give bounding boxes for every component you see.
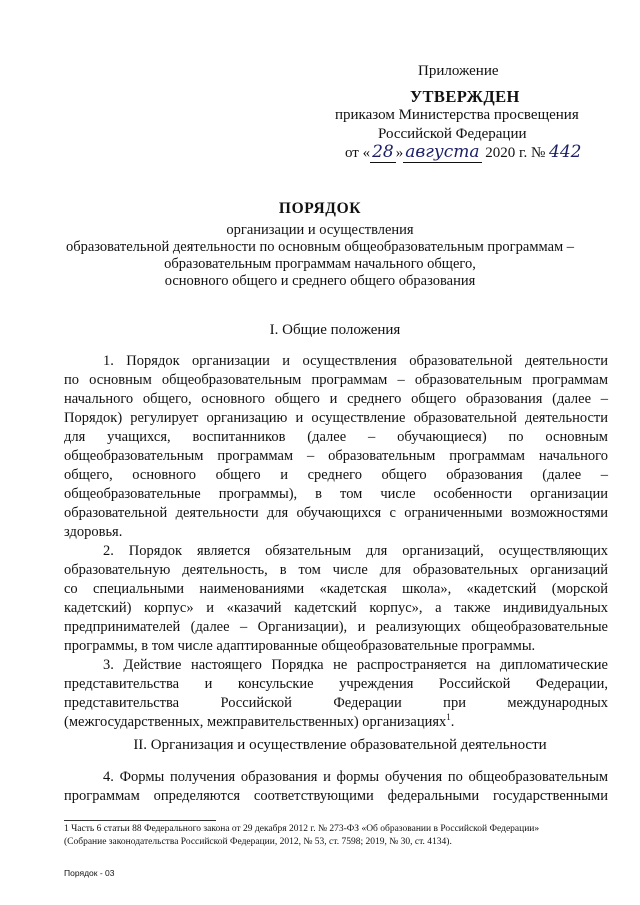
paragraph-line: общеобразовательные программы), в том числе особенности организации [64,486,608,502]
page-code: Порядок - 03 [64,868,115,878]
footnote-line-2: (Собрание законодательства Российской Федерации, 2012, № 53, ст. 7598; 2019, № 30, ст. 4134). [64,837,452,847]
paragraph-line: со специальными наименованиями «кадетская школа», «кадетский (морской [64,581,608,597]
section-heading-1: I. Общие положения [269,322,401,338]
paragraph-line: представительства и консульские учреждения Российской Федерации, [64,676,608,692]
paragraph-line: образовательной деятельности для обучающихся с ограниченными возможностями [64,505,608,521]
paragraph-line: кадетский) корпус» и «казачий кадетский корпус», а также индивидуальных [64,600,608,616]
handwritten-month: августа [405,142,480,162]
title-line-1: организации и осуществления [226,222,414,238]
paragraph-line: 3. Действие настоящего Порядка не распространяется на дипломатические [103,657,608,673]
section-heading-2: II. Организация и осуществление образовательной деятельности [133,737,547,753]
date-close: » [395,145,404,161]
paragraph-line: программам определяются соответствующими федеральными государственными [64,788,608,804]
handwritten-day: 28 [372,142,394,162]
appendix-label: Приложение [418,63,499,79]
title-line-4: основного общего и среднего общего образования [164,273,476,289]
order-line-1: приказом Министерства просвещения [335,107,579,123]
paragraph-line: 4. Формы получения образования и формы обучения по общеобразовательным [103,769,608,785]
paragraph-line: образовательную деятельность, в том числе для образовательных организаций [64,562,608,578]
title-line-3: образовательным программам начального общего, [164,256,476,272]
date-year: 2020 г. № [485,145,546,161]
order-line-2: Российской Федерации [378,126,527,142]
paragraph-line: для учащихся, воспитанников (далее – обучающиеся) по основным [64,429,608,445]
paragraph-line: программы, в том числе адаптированные общеобразовательные программы. [64,638,536,654]
approved-label: УТВЕРЖДЕН [410,87,520,106]
footnote-divider [64,820,216,821]
paragraph-line-with-footnote: (межгосударственных, межправительственных) организациях$^1$. [64,712,455,730]
paragraph-line: предпринимателей (далее – Организации), и реализующих общеобразовательные [64,619,608,635]
title-line-2: образовательной деятельности по основным общеобразовательным программам – [65,239,575,255]
paragraph-line: здоровья. [64,524,123,540]
footnote-line-1: 1 Часть 6 статьи 88 Федерального закона от 29 декабря 2012 г. № 273-ФЗ «Об образовании в Российской Федерации» [64,824,540,834]
paragraph-line: начального общего, основного общего и среднего общего образования (далее – [64,391,608,407]
footnote-ref[interactable]: 1 [446,712,451,723]
paragraph-line: 2. Порядок является обязательным для организаций, осуществляющих [103,543,608,559]
paragraph-line: 1. Порядок организации и осуществления образовательной деятельности [103,353,608,369]
paragraph-line: Порядок) регулирует организацию и осуществление образовательной деятельности [64,410,608,426]
order-date-line [345,142,582,162]
handwritten-number: 442 [549,142,582,162]
paragraph-line: общего, основного общего и среднего общего образования (далее – [64,467,608,483]
paragraph-line: общеобразовательным программам – образовательным программам начального [64,448,608,464]
document-title: ПОРЯДОК [278,200,362,217]
paragraph-line: представительства Российской Федерации при международных [64,695,608,711]
paragraph-line: по основным общеобразовательным программам – образовательным программам [64,372,608,388]
date-prefix: от « [345,145,371,161]
